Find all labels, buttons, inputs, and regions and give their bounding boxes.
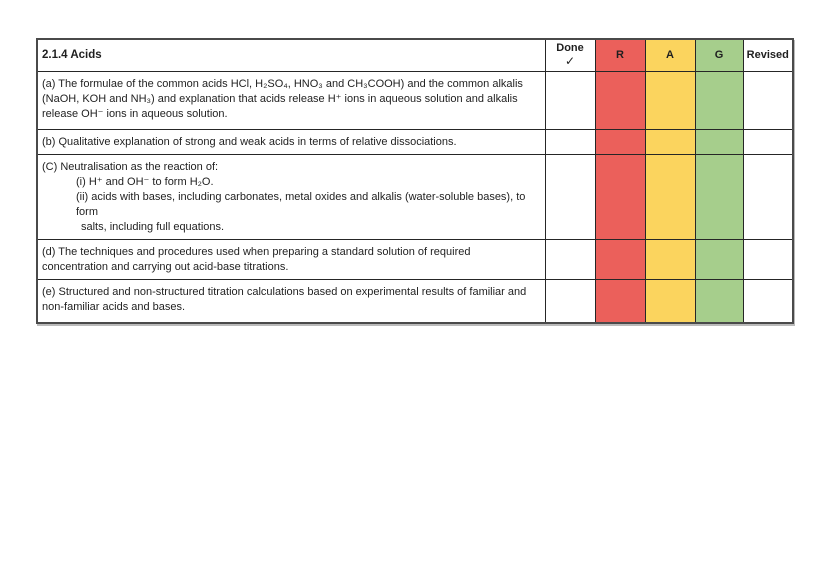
section-title: 2.1.4 Acids — [42, 49, 102, 62]
row-b-done-cell[interactable] — [545, 129, 595, 154]
acids-revision-checklist-table — [36, 38, 794, 324]
table-row-a — [37, 71, 793, 129]
row-a-revised-cell[interactable] — [743, 71, 793, 129]
row-b-text-cell — [37, 129, 545, 154]
row-d-r-cell[interactable] — [595, 239, 645, 279]
table-row-d — [37, 239, 793, 279]
row-c-sub1: (i) H⁺ and OH⁻ to form H₂O. — [76, 175, 214, 188]
table-row-b — [37, 129, 793, 154]
row-e-revised-cell[interactable] — [743, 279, 793, 323]
row-e-text-cell — [37, 279, 545, 323]
row-a-a-cell[interactable] — [645, 71, 695, 129]
row-b-revised-cell[interactable] — [743, 129, 793, 154]
row-d-a-cell[interactable] — [645, 239, 695, 279]
header-row — [37, 39, 793, 71]
row-c-done-cell[interactable] — [545, 154, 595, 239]
row-d-text-cell — [37, 239, 545, 279]
table-row-c — [37, 154, 793, 239]
row-e-g-cell[interactable] — [695, 279, 743, 323]
row-a-g-cell[interactable] — [695, 71, 743, 129]
row-c-a-cell[interactable] — [645, 154, 695, 239]
row-e-r-cell[interactable] — [595, 279, 645, 323]
row-b-r-cell[interactable] — [595, 129, 645, 154]
row-d-g-cell[interactable] — [695, 239, 743, 279]
section-title-cell — [37, 39, 545, 71]
row-a-r-cell[interactable] — [595, 71, 645, 129]
row-c-g-cell[interactable] — [695, 154, 743, 239]
row-b-text: (b) Qualitative explanation of strong and weak acids in terms of relative dissociations. — [42, 135, 457, 148]
row-c-sub2-continuation: salts, including full equations. — [81, 220, 225, 233]
table-row-e — [37, 279, 793, 323]
row-a-done-cell[interactable] — [545, 71, 595, 129]
r-header-cell: R — [595, 39, 645, 71]
row-e-done-cell[interactable] — [545, 279, 595, 323]
row-c-text: (C) Neutralisation as the reaction of: — [42, 160, 219, 173]
row-b-a-cell[interactable] — [645, 129, 695, 154]
done-header-label: Done — [556, 42, 584, 55]
row-d-done-cell[interactable] — [545, 239, 595, 279]
row-c-r-cell[interactable] — [595, 154, 645, 239]
row-e-a-cell[interactable] — [645, 279, 695, 323]
done-header-cell — [545, 39, 595, 71]
row-a-text-cell — [37, 71, 545, 129]
row-d-text: (d) The techniques and procedures used when preparing a standard solution of required concentration and carrying out acid-base titrations. — [42, 245, 471, 273]
row-b-g-cell[interactable] — [695, 129, 743, 154]
row-e-text: (e) Structured and non-structured titration calculations based on experimental results of familiar and non-familiar acids and bases. — [42, 285, 527, 313]
a-header-cell: A — [645, 39, 695, 71]
revised-header-cell: Revised — [743, 39, 793, 71]
g-header-cell: G — [695, 39, 743, 71]
row-a-text: (a) The formulae of the common acids HCl, H₂SO₄, HNO₃ and CH₃COOH) and the common alkalis (NaOH, KOH and NH₃) and explanation that acids release H⁺ ions in aqueous solution and alkalis release OH⁻ ions in aqueous solution. — [42, 77, 523, 120]
row-c-text-cell — [37, 154, 545, 239]
row-c-sub2: (ii) acids with bases, including carbonates, metal oxides and alkalis (water-soluble bases), to form — [76, 190, 526, 218]
row-d-revised-cell[interactable] — [743, 239, 793, 279]
check-icon: ✓ — [564, 54, 576, 69]
row-c-revised-cell[interactable] — [743, 154, 793, 239]
